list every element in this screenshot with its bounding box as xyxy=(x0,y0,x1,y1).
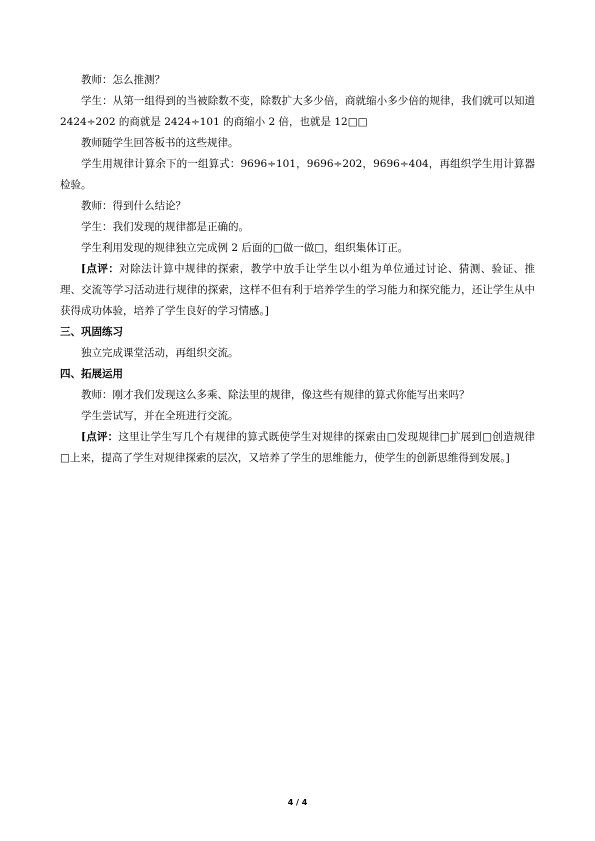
paragraph-independent-work: 独立完成课堂活动，再组织交流。 xyxy=(81,347,239,359)
comment-label: [点评： xyxy=(81,263,120,275)
document-body xyxy=(60,70,535,469)
paragraph-teacher-board: 教师随学生回答板书的这些规律。 xyxy=(81,137,239,149)
comment-label: [点评： xyxy=(81,431,119,443)
comment-text: 对除法计算中规律的探索，教学中放手让学生以小组为单位通过讨论、猜测、验证、推理、交流等学习活动进行规律的探索，这样不但有利于培养学生的学习能力和探究能力，还让学生从中获得成功体验，培养了学生良好的学习情感。] xyxy=(60,263,536,317)
paragraph-student-calculate: 学生用规律计算余下的一组算式：9696÷101，9696÷202，9696÷404，再组织学生用计算器检验。 xyxy=(60,158,535,191)
paragraph-student-correct: 学生：我们发现的规律都是正确的。 xyxy=(81,221,249,233)
section-heading-extension: 四、拓展运用 xyxy=(60,368,123,380)
paragraph-teacher-conclusion: 教师：得到什么结论？ xyxy=(81,200,186,212)
comment-text: 这里让学生写几个有规律的算式既使学生对规律的探索由□发现规律□扩展到□创造规律□上来，提高了学生对规律探索的层次，又培养了学生的思维能力，使学生的创新思维得到发展。] xyxy=(60,431,536,464)
paragraph-student-practice: 学生利用发现的规律独立完成例 2 后面的□做一做□，组织集体订正。 xyxy=(81,242,409,254)
paragraph-teacher-question: 教师：怎么推测？ xyxy=(81,74,165,86)
paragraph-teacher-extension: 教师：刚才我们发现这么多乘、除法里的规律，像这些有规律的算式你能写出来吗？ xyxy=(81,389,470,401)
paragraph-comment-1 xyxy=(60,259,535,322)
section-heading-consolidation: 三、巩固练习 xyxy=(60,326,123,338)
paragraph-comment-2 xyxy=(60,427,535,469)
page-number: 4 / 4 xyxy=(287,798,308,807)
paragraph-student-try: 学生尝试写，并在全班进行交流。 xyxy=(81,410,239,422)
paragraph-student-inference: 学生：从第一组得到的当被除数不变，除数扩大多少倍，商就缩小多少倍的规律，我们就可以知道 2424÷202 的商就是 2424÷101 的商缩小 2 倍，也就是 12□□ xyxy=(60,95,535,128)
